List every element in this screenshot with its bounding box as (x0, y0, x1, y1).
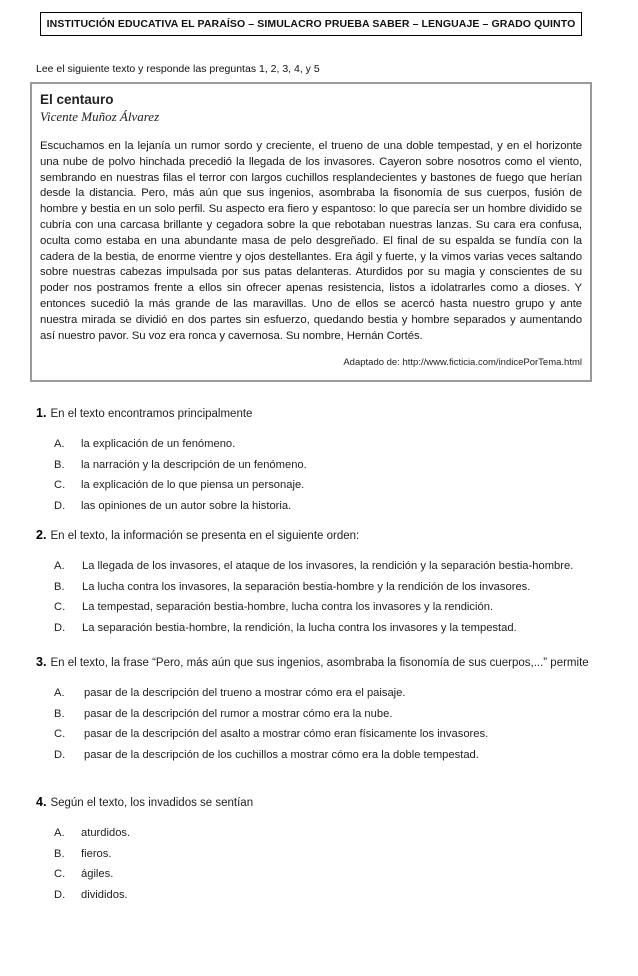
passage-body: Escuchamos en la lejanía un rumor sordo y creciente, el trueno de una doble tempestad, y en el horizonte una nube de polvo hinchada precedió la llegada de los invasores. Cayeron sobre nosotros como el viento, sembrando en nuestras filas el terror con largos cuchillos resplandecientes y bastones de fuego que herían desde la distancia. Pero, más aún que sus ingenios, asombraba la fisonomía de sus cuerpos, fusión de hombre y bestia en un solo perfil. Su aspecto era fiero y espantoso: lo que parecía ser un hombre dividido se cubría con una carcasa brillante y cegadora sobre la que rebotaban nuestras lanzas. Su cara era confusa, oculta como estaba en una abundante masa de pelo desgreñado. El final de su espalda se fundía con la cadera de la bestia, de enorme vientre y ojos destellantes. Era ágil y fuerte, y la vimos varias veces saltando sobre nuestras cabezas impulsada por sus patas delanteras. Aturdidos por su magia y conscientes de su poder nos postramos frente a ellos sin ofrecer apenas resistencia, listos a idolatrarles como a dioses. Y entonces sucedió la más grande de las maravillas. Uno de ellos se acercó hasta nuestro grupo y ante nuestra mirada se dividió en dos partes sin esfuerzo, quedando bestia y hombre separados y aumentando así nuestro pavor. Su voz era ronca y cavernosa. Su nombre, Hernán Cortés. (40, 140, 582, 342)
question-number: 1. (36, 406, 47, 420)
option-letter: D. (54, 748, 66, 761)
option-text: pasar de la descripción del rumor a mostrar cómo era la nube. (84, 707, 393, 720)
option-a (54, 683, 596, 704)
option-d (54, 618, 573, 639)
option-c (54, 864, 253, 885)
passage-source: Adaptado de: http://www.ficticia.com/indicePorTema.html (343, 357, 582, 368)
question-text: En el texto, la frase “Pero, más aún que sus ingenios, asombraba la fisonomía de sus cuerpos,...” permite (50, 657, 589, 669)
option-text: la explicación de un fenómeno. (81, 438, 236, 450)
option-text: pasar de la descripción de los cuchillos a mostrar cómo era la doble tempestad. (84, 748, 479, 761)
option-c (54, 724, 596, 745)
page-header (40, 12, 582, 36)
option-d (54, 745, 596, 766)
options-list (36, 556, 573, 638)
option-letter: B. (54, 580, 65, 593)
option-text: divididos. (81, 888, 128, 901)
option-letter: A. (54, 438, 65, 450)
question-number: 4. (36, 795, 47, 809)
option-text: La lucha contra los invasores, la separación bestia-hombre y la rendición de los invasores. (82, 580, 531, 593)
option-letter: A. (54, 687, 65, 699)
passage-author: Vicente Muñoz Álvarez (40, 109, 160, 124)
question-4 (36, 795, 253, 905)
instruction-text: Lee el siguiente texto y responde las preguntas 1, 2, 3, 4, y 5 (36, 63, 320, 75)
option-c (54, 475, 307, 496)
question-stem (36, 795, 253, 811)
option-b (54, 844, 253, 865)
options-list (36, 823, 253, 905)
question-stem (36, 655, 596, 671)
option-a (54, 556, 573, 577)
option-text: fieros. (81, 847, 112, 860)
option-letter: A. (54, 827, 65, 839)
option-text: pasar de la descripción del asalto a mostrar cómo eran físicamente los invasores. (84, 728, 489, 740)
question-number: 3. (36, 655, 47, 669)
option-text: las opiniones de un autor sobre la historia. (81, 499, 292, 512)
question-text: En el texto encontramos principalmente (50, 408, 253, 420)
option-text: ágiles. (81, 868, 114, 880)
passage-box (30, 82, 592, 382)
header-title: INSTITUCIÓN EDUCATIVA EL PARAÍSO – SIMULACRO PRUEBA SABER – LENGUAJE – GRADO QUINTO (46, 18, 576, 30)
option-a (54, 434, 307, 455)
option-text: La tempestad, separación bestia-hombre, lucha contra los invasores y la rendición. (82, 601, 494, 613)
option-c (54, 597, 573, 618)
option-text: la explicación de lo que piensa un personaje. (81, 479, 305, 491)
option-text: La separación bestia-hombre, la rendición, la lucha contra los invasores y la tempestad. (82, 621, 517, 634)
option-letter: B. (54, 707, 65, 720)
option-b (54, 455, 307, 476)
option-text: La llegada de los invasores, el ataque de los invasores, la rendición y la separación bestia-hombre. (82, 560, 574, 572)
option-letter: A. (54, 560, 65, 572)
passage-title: El centauro (40, 92, 114, 107)
option-text: aturdidos. (81, 827, 131, 839)
question-1 (36, 406, 307, 516)
option-letter: D. (54, 621, 66, 634)
option-letter: C. (54, 479, 66, 491)
option-letter: B. (54, 847, 65, 860)
option-a (54, 823, 253, 844)
option-letter: D. (54, 499, 66, 512)
question-text: Según el texto, los invadidos se sentían (50, 797, 254, 809)
option-b (54, 704, 596, 725)
options-list (36, 683, 596, 765)
option-letter: C. (54, 728, 66, 740)
question-stem (36, 406, 307, 422)
option-text: la narración y la descripción de un fenómeno. (81, 458, 307, 471)
option-letter: C. (54, 868, 66, 880)
question-text: En el texto, la información se presenta en el siguiente orden: (50, 530, 360, 542)
option-d (54, 496, 307, 517)
option-letter: B. (54, 458, 65, 471)
question-3 (36, 655, 596, 765)
option-letter: D. (54, 888, 66, 901)
option-d (54, 885, 253, 906)
option-text: pasar de la descripción del trueno a mostrar cómo era el paisaje. (84, 687, 406, 699)
option-letter: C. (54, 601, 66, 613)
option-b (54, 577, 573, 598)
options-list (36, 434, 307, 516)
question-number: 2. (36, 528, 47, 542)
question-stem (36, 528, 573, 544)
question-2 (36, 528, 573, 638)
